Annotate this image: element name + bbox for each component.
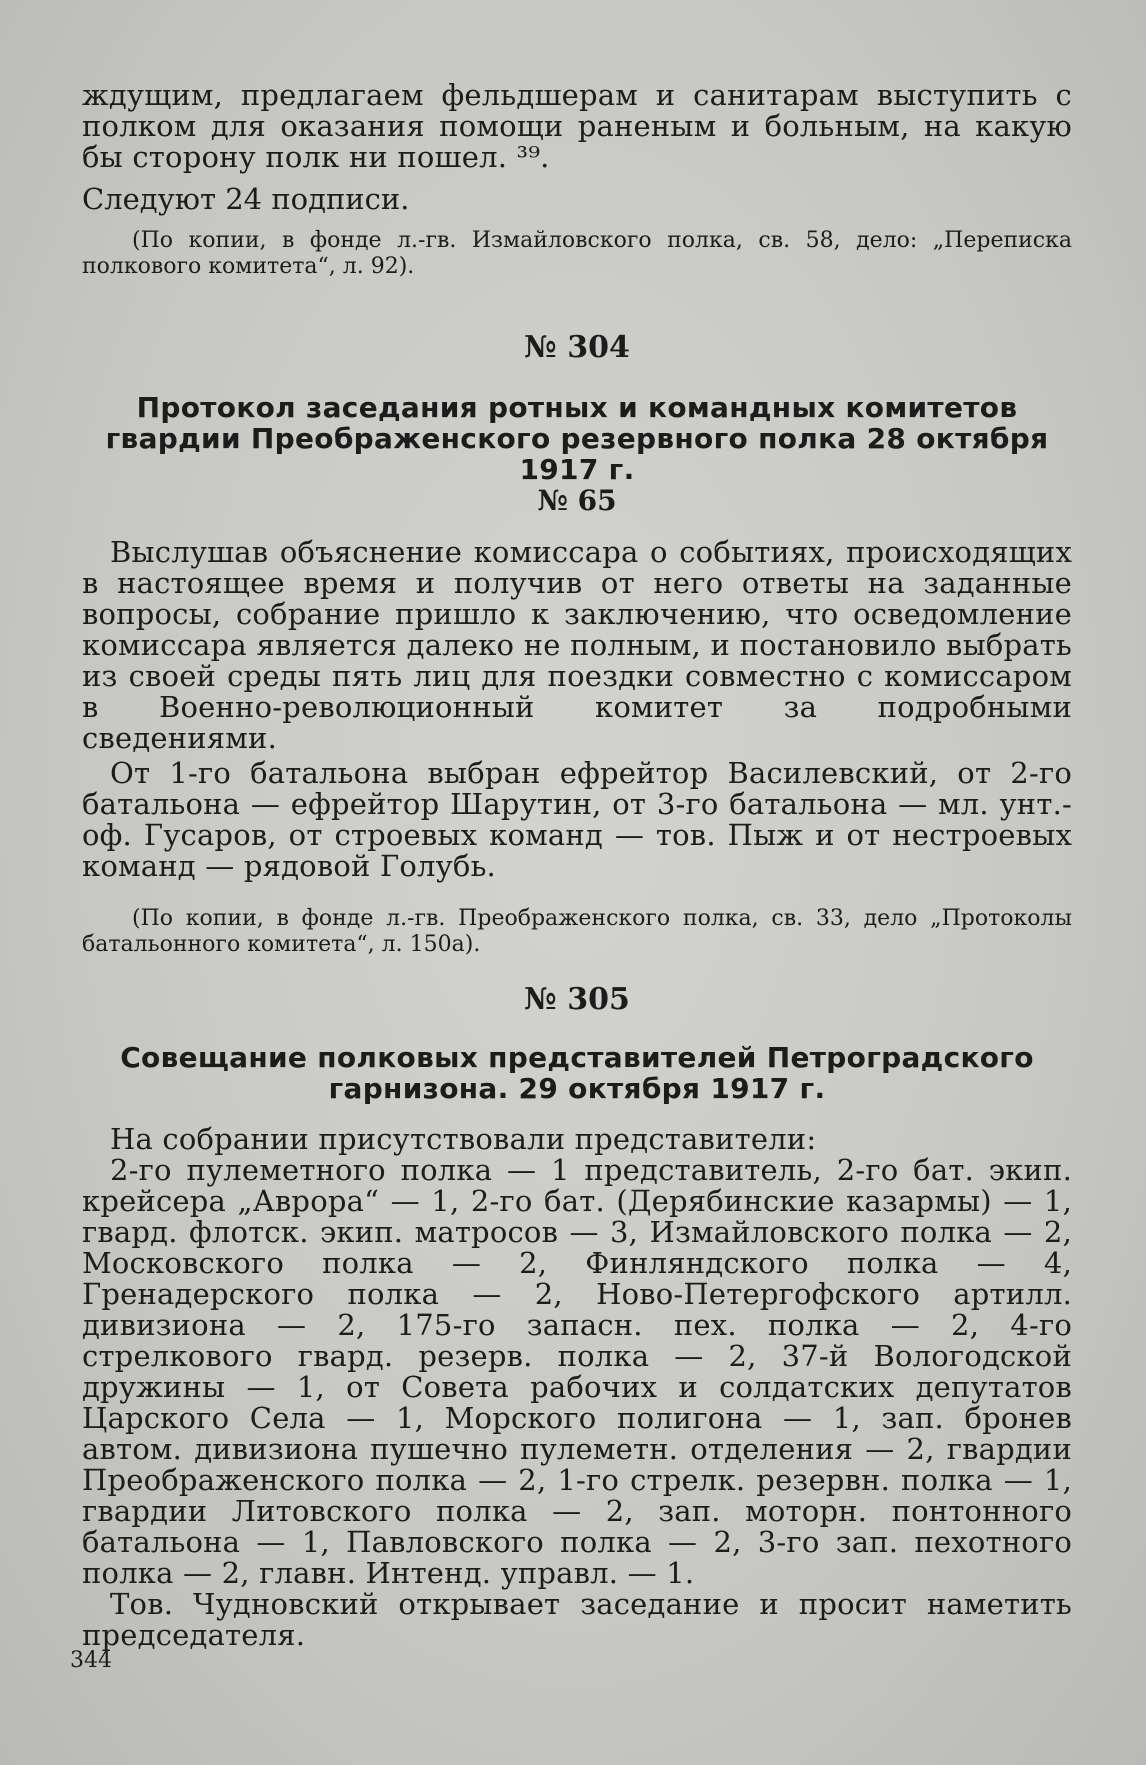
body-paragraph: 2-го пулеметного полка — 1 представитель, 2-го бат. экип. крейсера „Аврора“ — 1, 2-го бат. (Дерябинские казармы) — 1, гвард. флотск. экип. матросов — 3, Измайловского полка — 2, Московского полка — 2, Финляндского полка — 4, Гренадерского полка — 2, Ново-Петергофского артилл. дивизиона — 2, 175-го запасн. пех. полка — 2, 4-го стрелкового гвард. резерв. полка — 2, 37-й Вологодской дружины — 1, от Совета рабочих и солдатских депутатов Царского Села — 1, Морского полигона — 1, зап. бронев автом. дивизиона пушечно пулеметн. отделения — 2, гвардии Преображенского полка — 2, 1-го стрелк. резервн. полка — 1, гвардии Литовского полка — 2, зап. моторн. понтонного батальона — 1, Павловского полка — 2, 3-го зап. пехотного полка — 2, главн. Интенд. управл. — 1. <box>82 1153 1072 1590</box>
source-citation: (По копии, в фонде л.-гв. Преображенского полка, св. 33, дело „Протоколы батальонного комитета“, л. 150а). <box>82 906 1072 957</box>
continuation-block <box>82 80 1072 173</box>
document-body <box>82 1124 1072 1651</box>
body-paragraph: От 1-го батальона выбран ефрейтор Василевский, от 2-го батальона — ефрейтор Шарутин, от 3-го батальона — мл. унт.-оф. Гусаров, от строевых команд — тов. Пыж и от нестроевых команд — рядовой Голубь. <box>82 756 1072 883</box>
document-305 <box>82 982 1072 1651</box>
document-number: № 305 <box>524 982 630 1017</box>
document-title: Протокол заседания ротных и командных комитетов гвардии Преображенского резервного полка 28 октября 1917 г. <box>105 391 1049 486</box>
document-304 <box>82 330 1072 958</box>
source-citation: (По копии, в фонде л.-гв. Измайловского полка, св. 58, дело: „Переписка полкового комитета“, л. 92). <box>82 228 1072 279</box>
continuation-paragraph: ждущим, предлагаем фельдшерам и санитарам выступить с полком для оказания помощи раненым и больным, на какую бы сторону полк ни пошел. ³⁹. <box>82 78 1072 174</box>
body-paragraph: Выслушав объяснение комиссара о событиях, происходящих в настоящее время и получив от него ответы на заданные вопросы, собрание пришло к заключению, что осведомление комиссара является далеко не полным, и постановило выбрать из своей среды пять лиц для поездки совместно с комиссаром в Военно-революционный комитет за подробными сведениями. <box>82 535 1072 755</box>
page-number: 344 <box>70 1648 112 1673</box>
document-number: № 304 <box>524 330 630 365</box>
source-note-1 <box>82 228 1072 280</box>
signatures-block <box>82 182 1072 216</box>
document-title: Совещание полковых представителей Петроградского гарнизона. 29 октября 1917 г. <box>120 1041 1034 1105</box>
body-paragraph: Тов. Чудновский открывает заседание и просит наметить председателя. <box>82 1587 1072 1652</box>
signatures-line: Следуют 24 подписи. <box>82 182 410 216</box>
protocol-number: № 65 <box>537 484 617 517</box>
body-paragraph: На собрании присутствовали представители: <box>110 1122 817 1156</box>
document-body <box>82 537 1072 882</box>
